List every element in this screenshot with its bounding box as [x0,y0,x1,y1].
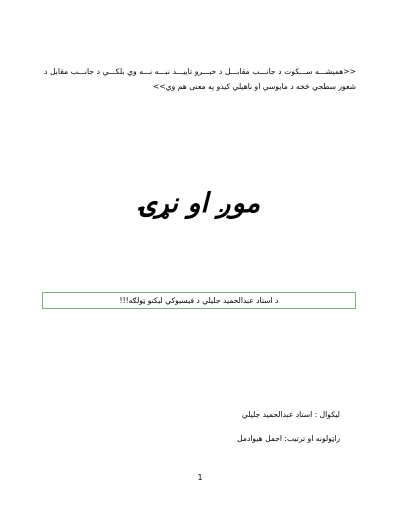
source-note-box: د استاد عبدالحميد جليلي د فيسبوكي ليكنو ټولګه!!! [42,292,356,309]
book-title: موږ او نړۍ [139,188,261,219]
author-line: ليكوال : استاد عبدالحميد جليلي [241,410,340,419]
compiler-line: راټولونه او ترتيب: اجمل هيوادمل [237,434,340,443]
page-number: 1 [197,473,203,482]
intro-quote: <<هميشـــه ســـكوت د جانـــب مقابـــل د خبـــرو تاييـــد نبـــه نـــه وي بلكـــي د جانـــب مقابل د شعور سطحي څخه د مايوسي او ناهيلي كيدو په معنى هم وي>> [44,67,356,91]
